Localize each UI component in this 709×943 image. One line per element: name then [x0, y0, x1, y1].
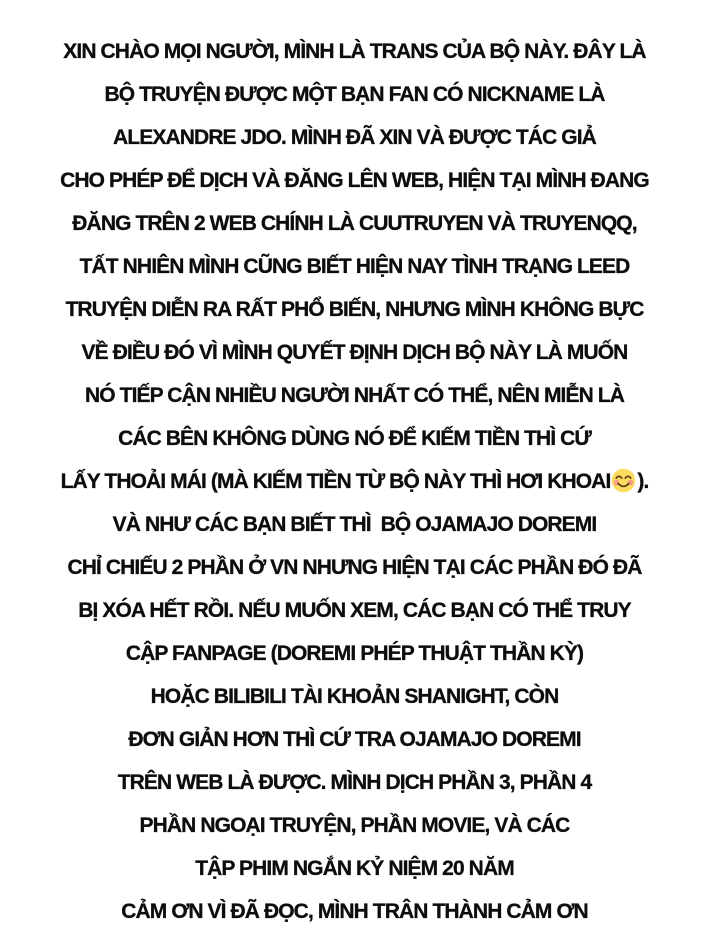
note-text: [8, 30, 701, 933]
smiling-face-with-smiling-eyes-icon: [611, 468, 636, 493]
text-line: LẤY THOẢI MÁI (MÀ KIẾM TIỀN TỪ BỘ NÀY THÌ HƠI KHOAI ).: [60, 470, 649, 493]
text-line: TRUYỆN DIỄN RA RẤT PHỔ BIẾN, NHƯNG MÌNH KHÔNG BỰC: [65, 298, 644, 321]
text-line: XIN CHÀO MỌI NGƯỜI, MÌNH LÀ TRANS CỦA BỘ NÀY. ĐÂY LÀ: [63, 40, 646, 63]
text-line: HOẶC BILIBILI TÀI KHOẢN SHANIGHT, CÒN: [150, 685, 559, 708]
text-line: ĐĂNG TRÊN 2 WEB CHÍNH LÀ CUUTRUYEN VÀ TRUYENQQ,: [72, 212, 637, 235]
text-line: ALEXANDRE JDO. MÌNH ĐÃ XIN VÀ ĐƯỢC TÁC GIẢ: [113, 126, 596, 149]
text-line: PHẦN NGOẠI TRUYỆN, PHẦN MOVIE, VÀ CÁC: [139, 814, 570, 837]
text-line: CHỈ CHIẾU 2 PHẦN Ở VN NHƯNG HIỆN TẠI CÁC PHẦN ĐÓ ĐÃ: [67, 556, 642, 579]
text-line: BỊ XÓA HẾT RỒI. NẾU MUỐN XEM, CÁC BẠN CÓ THỂ TRUY: [78, 599, 631, 622]
text-line: CHO PHÉP ĐỂ DỊCH VÀ ĐĂNG LÊN WEB, HIỆN TẠI MÌNH ĐANG: [60, 169, 649, 192]
text-line: BỘ TRUYỆN ĐƯỢC MỘT BẠN FAN CÓ NICKNAME LÀ: [104, 83, 605, 106]
text-line: CÁC BÊN KHÔNG DÙNG NÓ ĐỂ KIẾM TIỀN THÌ CỨ: [118, 427, 591, 450]
text-line: ĐƠN GIẢN HƠN THÌ CỨ TRA OJAMAJO DOREMI: [128, 728, 581, 751]
text-line: CẢM ƠN VÌ ĐÃ ĐỌC, MÌNH TRÂN THÀNH CẢM ƠN: [121, 900, 588, 923]
text-line: NÓ TIẾP CẬN NHIỀU NGƯỜI NHẤT CÓ THỂ, NÊN MIỄN LÀ: [85, 384, 624, 407]
text-line: TẤT NHIÊN MÌNH CŨNG BIẾT HIỆN NAY TÌNH TRẠNG LEED: [79, 255, 630, 278]
text-line: TRÊN WEB LÀ ĐƯỢC. MÌNH DỊCH PHẦN 3, PHẦN 4: [117, 771, 592, 794]
text-line: VÀ NHƯ CÁC BẠN BIẾT THÌ BỘ OJAMAJO DOREMI: [112, 513, 597, 536]
text-line: VỀ ĐIỀU ĐÓ VÌ MÌNH QUYẾT ĐỊNH DỊCH BỘ NÀY LÀ MUỐN: [81, 341, 628, 364]
text-line: TẬP PHIM NGẮN KỶ NIỆM 20 NĂM: [195, 857, 514, 880]
text-line: CẬP FANPAGE (DOREMI PHÉP THUẬT THẦN KỲ): [125, 642, 584, 665]
